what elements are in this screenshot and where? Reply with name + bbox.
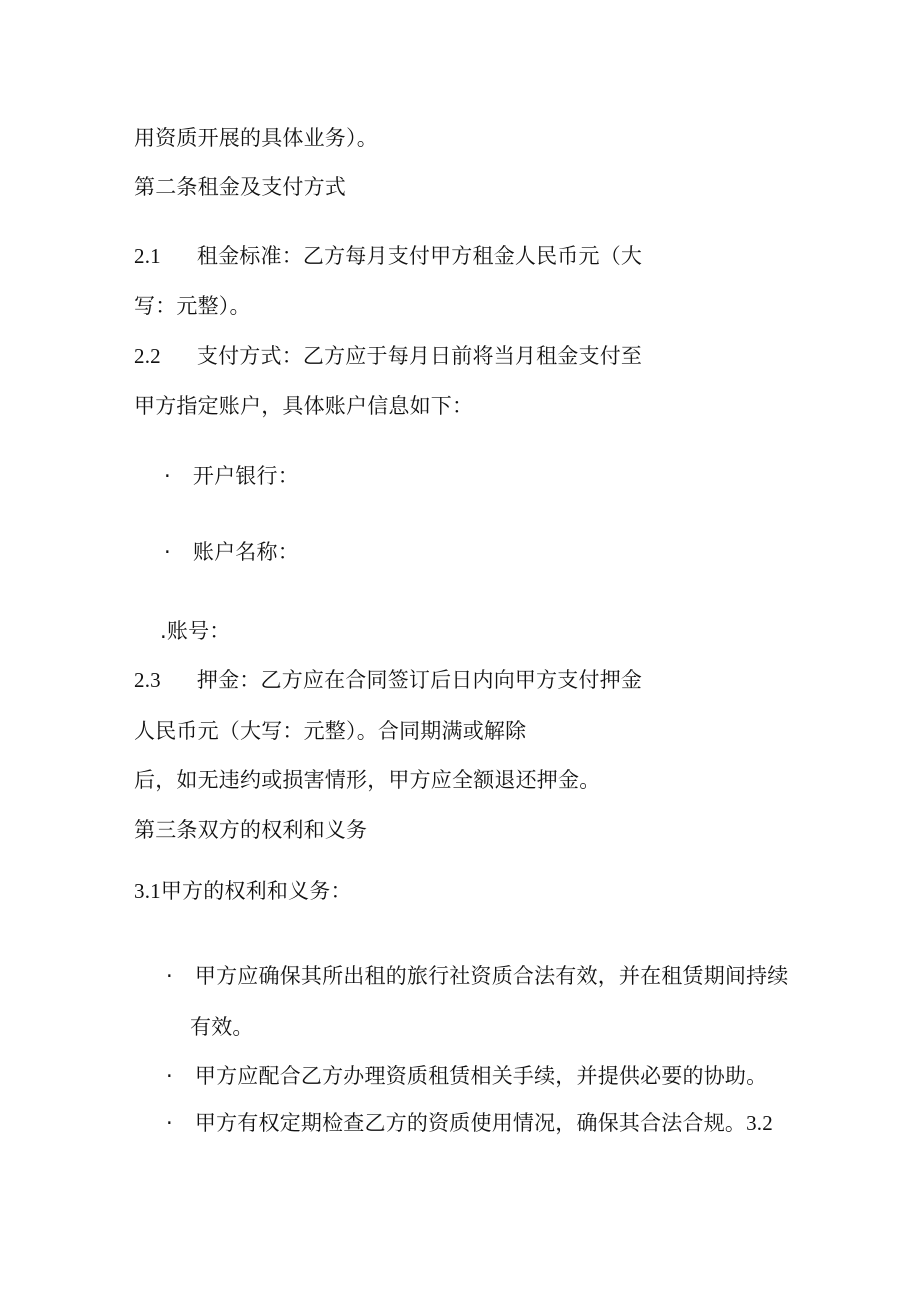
clause-number: 2.3 [134, 668, 161, 692]
bullet-icon: · [166, 1064, 173, 1088]
clause-text: 租金标准：乙方每月支付甲方租金人民币元（大 [196, 244, 643, 268]
list-item-text: 有效。 [190, 1015, 254, 1039]
bullet-icon: · [166, 964, 173, 988]
clause-text: 押金：乙方应在合同签订后日内向甲方支付押金 [196, 668, 643, 692]
list-item-text: 甲方应确保其所出租的旅行社资质合法有效，并在租赁期间持续 [194, 964, 789, 988]
paragraph-text: 甲方指定账户，具体账户信息如下： [134, 394, 474, 418]
list-item-account-name [164, 537, 299, 567]
clause-2-1 [134, 241, 642, 271]
clause-number: 3.2 [746, 1111, 773, 1135]
list-item-text: 账户名称： [192, 540, 299, 564]
list-item-text: 开户银行： [192, 464, 299, 488]
paragraph-text: 人民币元（大写：元整）。合同期满或解除 [134, 719, 527, 743]
list-item-right-3 [166, 1108, 773, 1138]
clause-text: 甲方的权利和义务： [160, 879, 352, 903]
text-line [134, 291, 251, 321]
list-item-right-1 [166, 961, 789, 991]
list-item-continuation [190, 1012, 254, 1042]
clause-2-3 [134, 665, 642, 695]
heading-text: 第三条双方的权利和义务 [134, 818, 368, 842]
clause-text: 支付方式：乙方应于每月日前将当月租金支付至 [196, 344, 643, 368]
text-line [134, 391, 473, 421]
bullet-icon: · [164, 540, 171, 564]
clause-number: 3.1 [134, 879, 161, 903]
text-line [134, 123, 378, 153]
list-item-right-2 [166, 1061, 767, 1091]
paragraph-text: 写：元整）。 [134, 294, 251, 318]
list-item-account-number [160, 616, 230, 646]
bullet-icon: · [166, 1111, 173, 1135]
clause-2-2 [134, 341, 642, 371]
clause-3-1 [134, 876, 352, 906]
text-line [134, 716, 526, 746]
list-item-text: 甲方应配合乙方办理资质租赁相关手续，并提供必要的协助。 [194, 1064, 768, 1088]
section-heading [134, 815, 367, 845]
text-line [134, 765, 600, 795]
list-item-text: .账号： [160, 619, 231, 643]
bullet-icon: · [164, 464, 171, 488]
section-heading [134, 172, 346, 202]
paragraph-text: 用资质开展的具体业务）。 [134, 126, 378, 150]
paragraph-text: 后，如无违约或损害情形，甲方应全额退还押金。 [134, 768, 601, 792]
list-item-text: 甲方有权定期检查乙方的资质使用情况，确保其合法合规。 [194, 1111, 747, 1135]
clause-number: 2.2 [134, 344, 161, 368]
list-item-bank [164, 461, 299, 491]
heading-text: 第二条租金及支付方式 [134, 175, 346, 199]
clause-number: 2.1 [134, 244, 161, 268]
